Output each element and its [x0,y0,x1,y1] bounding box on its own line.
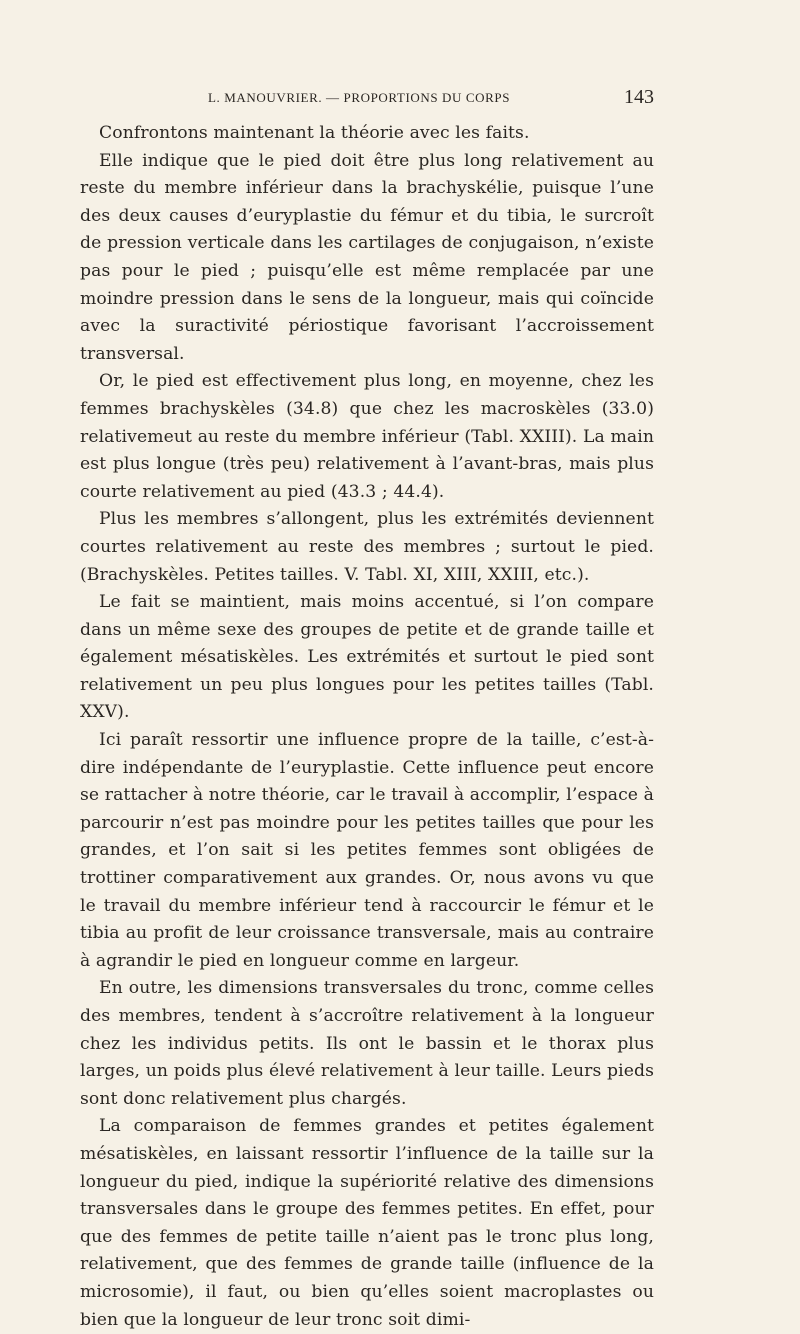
paragraph: Le fait se maintient, mais moins accentué, si l’on compare dans un même sexe des groupes de petite et de grande taille et également mésatiskèles. Les extrémités et surtout le pied sont relativement un peu plus longues pour les petites tailles (Tabl. XXV). [80,592,654,723]
paragraph: Or, le pied est effectivement plus long, en moyenne, chez les femmes brachyskèles (34.8) que chez les macroskèles (33.0) relativemeut au reste du membre inférieur (Tabl. XXIII). La main est plus longue (très peu) relativement à l’avant-bras, mais plus courte relativement au pied (43.3 ; 44.4). [80,371,654,502]
running-title: L. MANOUVRIER. — PROPORTIONS DU CORPS [208,90,511,105]
paragraph: La comparaison de femmes grandes et petites également mésatiskèles, en laissant ressortir l’influence de la taille sur la longueur du pied, indique la supériorité relative des dimensions transversales dans le groupe des femmes petites. En effet, pour que des femmes de petite taille n’aient pas le tronc plus long, relativement, que des femmes de grande taille (influence de la microsomie), il faut, ou bien qu’elles soient macroplastes ou bien que la longueur de leur tronc soit dimi- [80,1116,654,1330]
paragraph: En outre, les dimensions transversales du tronc, comme celles des membres, tendent à s’accroître relativement à la longueur chez les individus petits. Ils ont le bassin et le thorax plus larges, un poids plus élevé relativement à leur taille. Leurs pieds sont donc relativement plus chargés. [80,978,654,1109]
paragraph: Ici paraît ressortir une influence propre de la taille, c’est-à-dire indépendante de l’euryplastie. Cette influence peut encore se rattacher à notre théorie, car le travail à accomplir, l’espace à parcourir n’est pas moindre pour les petites tailles que pour les grandes, et l’on sait si les petites femmes sont obligées de trottiner comparativement aux grandes. Or, nous avons vu que le travail du membre inférieur tend à raccourcir le fémur et le tibia au profit de leur croissance transversale, mais au contraire à agrandir le pied en longueur comme en largeur. [80,730,654,971]
paragraph: Elle indique que le pied doit être plus long relativement au reste du membre inférieur dans la brachyskélie, puisque l’une des deux causes d’euryplastie du fémur et du tibia, le surcroît de pression verticale dans les cartilages de conjugaison, n’existe pas pour le pied ; puisqu’elle est même remplacée par une moindre pression dans le sens de la longueur, mais qui coïncide avec la suractivité périostique favorisant l’accroissement transversal. [80,150,654,364]
page-number: 143 [624,86,654,108]
running-head [80,86,654,110]
paragraph: Confrontons maintenant la théorie avec les faits. [99,123,530,143]
paragraph: Plus les membres s’allongent, plus les extrémités deviennent courtes relativement au reste des membres ; surtout le pied. (Brachyskèles. Petites tailles. V. Tabl. XI, XIII, XXIII, etc.). [80,509,654,585]
body-text [80,120,654,1334]
book-page [80,86,654,1334]
